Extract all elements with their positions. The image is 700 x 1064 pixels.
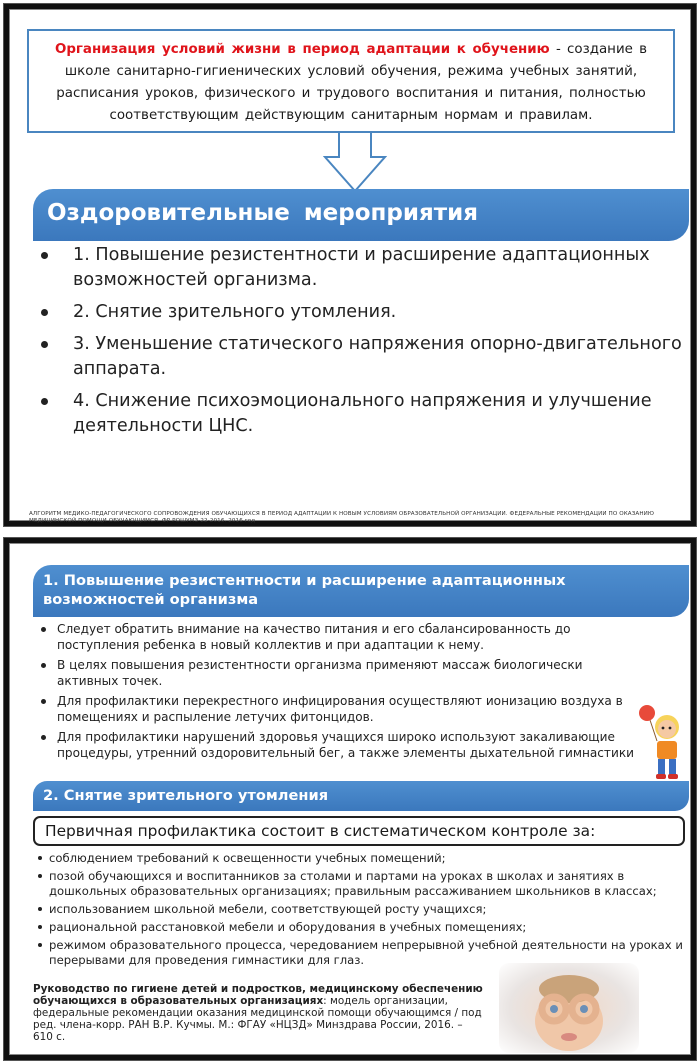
list-item: рациональной расстановкой мебели и оборудования в учебных помещениях; xyxy=(35,920,689,935)
list-item: Для профилактики нарушений здоровья учащихся широко используют закаливающие процедуры, утренний оздоровительный бег, а также элементы дыхательной гимнастики xyxy=(35,730,643,761)
list-item: Следует обратить внимание на качество питания и его сбалансированность до поступления ребенка в новый коллектив и при адаптации к нему. xyxy=(35,622,643,653)
heading-health-measures: Оздоровительные мероприятия xyxy=(33,189,689,241)
list-item: В целях повышения резистентности организма применяют массаж биологически активных точек. xyxy=(35,658,643,689)
definition-text: - создание в школе санитарно-гигиенических условий обучения, режима учебных занятий, расписания уроков, физического и трудового воспитания и питания, полностью соответствующим действующим санитарным нормам и правилам. xyxy=(56,42,648,123)
child-with-balloon-icon xyxy=(637,703,687,781)
definition-box xyxy=(27,29,675,133)
control-list xyxy=(35,851,689,971)
down-arrow-icon xyxy=(323,131,387,193)
resistance-list xyxy=(35,622,643,766)
primary-prevention-box: Первичная профилактика состоит в систематическом контроле за: xyxy=(33,816,685,846)
list-item: позой обучающихся и воспитанников за столами и партами на уроках в школах и занятиях в дошкольных образовательных организациях; правильным рассаживанием школьников в классах; xyxy=(35,869,689,899)
reference-details: : модель организации, федеральные рекомендации оказания медицинской помощи обучающимся / под ред. члена-корр. РАН В.Р. Кучмы. М.: ФГАУ «НЦЗД» Минздрава России, 2016. – 610 с. xyxy=(33,995,482,1043)
list-item: 2. Снятие зрительного утомления. xyxy=(35,300,685,325)
list-item: режимом образовательного процесса, чередованием непрерывной учебной деятельности на уроках и перерывами для проведения гимнастики для глаз. xyxy=(35,938,689,968)
definition-highlight: Организация условий жизни в период адаптации к обучению xyxy=(54,42,550,57)
heading-resistance: 1. Повышение резистентности и расширение адаптационных возможностей организма xyxy=(33,565,689,617)
source-footnote: АЛГОРИТМ МЕДИКО-ПЕДАГОГИЧЕСКОГО СОПРОВОЖДЕНИЯ ОБУЧАЮЩИХСЯ В ПЕРИОД АДАПТАЦИИ К НОВЫМ УСЛОВИЯМ ОБРАЗОВАТЕЛЬНОЙ ОРГАНИЗАЦИИ. ФЕДЕРАЛЬНЫЕ РЕКОМЕНДАЦИИ ПО ОКАЗАНИЮ МЕДИЦИНСКОЙ ПОМОЩИ ОБУЧАЮЩИМСЯ. ФР РОШУМЗ-22-2016. 2016 год xyxy=(29,511,655,524)
reference-title: Руководство по гигиене детей и подростков, медицинскому обеспечению обучающихся в образовательных организациях xyxy=(33,983,483,1007)
child-binocular-hands-photo xyxy=(499,963,639,1053)
reference-citation xyxy=(33,983,485,1043)
list-item: Для профилактики перекрестного инфицирования осуществляют ионизацию воздуха в помещениях и распыление летучих фитонцидов. xyxy=(35,694,643,725)
list-item: 1. Повышение резистентности и расширение адаптационных возможностей организма. xyxy=(35,243,685,293)
list-item: использованием школьной мебели, соответствующей росту учащихся; xyxy=(35,902,689,917)
slide-resistance-and-vision xyxy=(4,538,696,1060)
child-face-icon xyxy=(499,963,639,1053)
slide-health-measures xyxy=(4,4,696,526)
list-item: соблюдением требований к освещенности учебных помещений; xyxy=(35,851,689,866)
heading-visual-fatigue: 2. Снятие зрительного утомления xyxy=(33,781,689,811)
list-item: 4. Снижение психоэмоционального напряжения и улучшение деятельности ЦНС. xyxy=(35,389,685,439)
list-item: 3. Уменьшение статического напряжения опорно-двигательного аппарата. xyxy=(35,332,685,382)
health-measures-list xyxy=(35,243,685,446)
